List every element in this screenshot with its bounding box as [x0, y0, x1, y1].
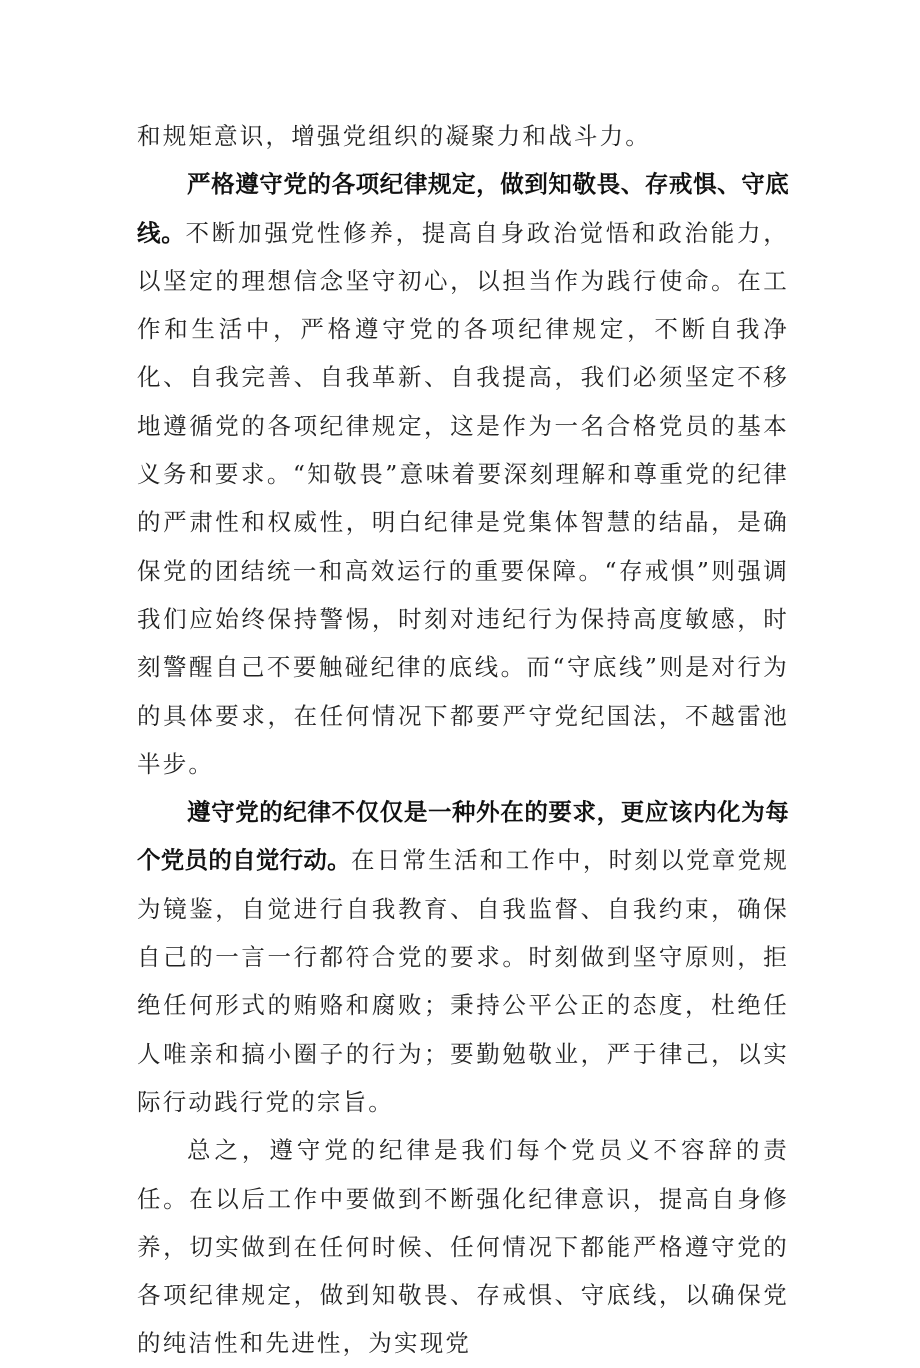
paragraph-text: 在日常生活和工作中，时刻以党章党规为镜鉴，自觉进行自我教育、自我监督、自我约束，确保自己的一言一行都符合党的要求。时刻做到坚守原则，拒绝任何形式的贿赂和腐败；秉持公平公正的态度，杜绝任人唯亲和搞小圈子的行为；要勤勉敬业，严于律己，以实际行动践行党的宗旨。: [137, 846, 789, 1116]
paragraph-text: 不断加强党性修养，提高自身政治觉悟和政治能力，以坚定的理想信念坚守初心，以担当作为践行使命。在工作和生活中，严格遵守党的各项纪律规定，不断自我净化、自我完善、自我革新、自我提高，我们必须坚定不移地遵循党的各项纪律规定，这是作为一名合格党员的基本义务和要求。“知敬畏”意味着要深刻理解和尊重党的纪律的严肃性和权威性，明白纪律是党集体智慧的结晶，是确保党的团结统一和高效运行的重要保障。“存戒惧”则强调我们应始终保持警惕，时刻对违纪行为保持高度敏感，时刻警醒自己不要触碰纪律的底线。而“守底线”则是对行为的具体要求，在任何情况下都要严守党纪国法，不越雷池半步。: [137, 218, 789, 778]
document-body: [137, 112, 789, 1368]
paragraph-text: 和规矩意识，增强党组织的凝聚力和战斗力。: [137, 122, 651, 150]
paragraph-continuation: [137, 112, 789, 160]
paragraph-conclusion: [137, 1126, 789, 1367]
paragraph-discipline-awe: [137, 160, 789, 788]
paragraph-text: 总之，遵守党的纪律是我们每个党员义不容辞的责任。在以后工作中要做到不断强化纪律意识，提高自身修养，切实做到在任何时候、任何情况下都能严格遵守党的各项纪律规定，做到知敬畏、存戒惧、守底线，以确保党的纯洁性和先进性，为实现党: [137, 1136, 789, 1358]
paragraph-lead-heading: 严格遵守党的各项纪律规定，做到知敬畏、存戒惧、守底线。: [137, 170, 789, 247]
paragraph-self-conscious-action: [137, 788, 789, 1126]
paragraph-lead-heading: 遵守党的纪律不仅仅是一种外在的要求，更应该内化为每个党员的自觉行动。: [137, 798, 789, 875]
